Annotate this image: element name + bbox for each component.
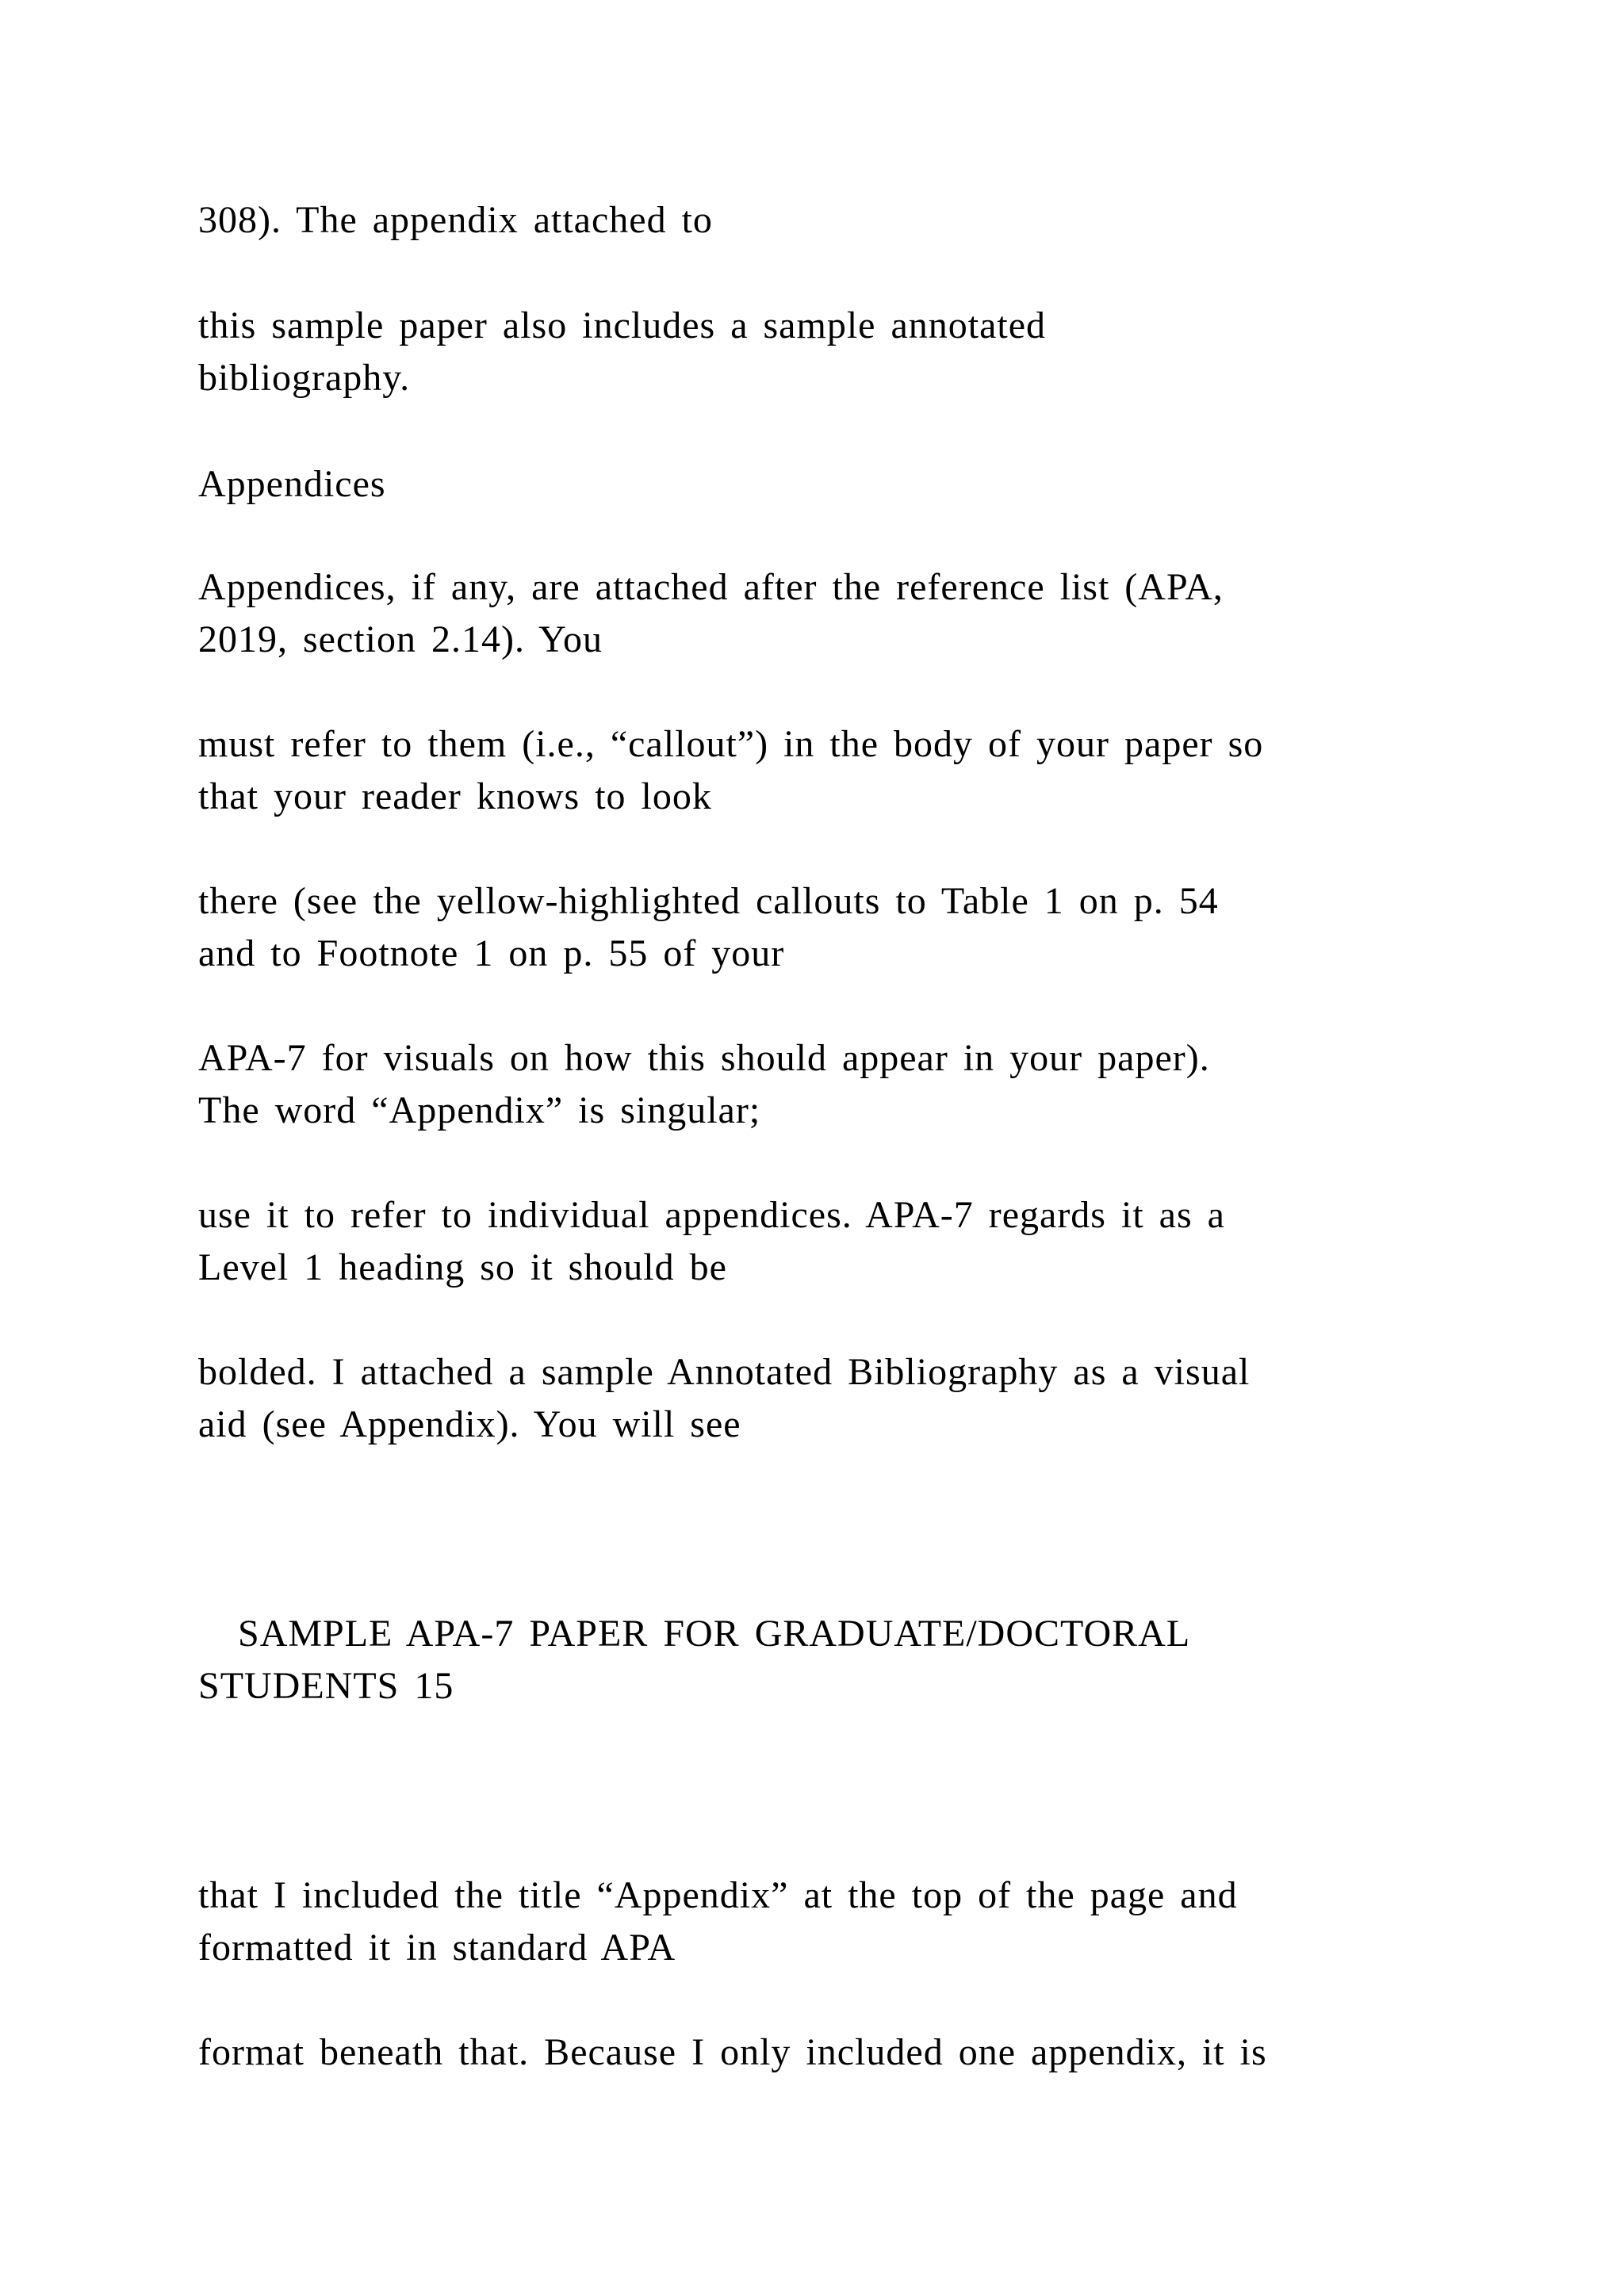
text-line: 308). The appendix attached to xyxy=(198,199,713,241)
text-line: there (see the yellow-highlighted callouts to Table 1 on p. 54 xyxy=(198,880,1219,922)
text-line: bolded. I attached a sample Annotated Bibliography as a visual xyxy=(198,1351,1251,1393)
text-line: format beneath that. Because I only included one appendix, it is xyxy=(198,2031,1267,2073)
text-line: APA-7 for visuals on how this should appear in your paper). xyxy=(198,1037,1210,1079)
text-line: formatted it in standard APA xyxy=(198,1927,676,1969)
text-line: must refer to them (i.e., “callout”) in the body of your paper so xyxy=(198,723,1264,765)
text-line: Level 1 heading so it should be xyxy=(198,1246,727,1288)
running-head-continued: STUDENTS 15 xyxy=(198,1665,454,1707)
text-line: 2019, section 2.14). You xyxy=(198,618,603,660)
text-line: The word “Appendix” is singular; xyxy=(198,1089,761,1131)
text-line: that I included the title “Appendix” at the top of the page and xyxy=(198,1874,1238,1916)
text-line: that your reader knows to look xyxy=(198,775,712,817)
running-head: SAMPLE APA-7 PAPER FOR GRADUATE/DOCTORAL xyxy=(238,1613,1191,1655)
text-line: aid (see Appendix). You will see xyxy=(198,1403,741,1445)
section-heading: Appendices xyxy=(198,463,386,505)
text-line: use it to refer to individual appendices. APA-7 regards it as a xyxy=(198,1194,1225,1236)
text-line: this sample paper also includes a sample annotated xyxy=(198,304,1047,346)
text-line: and to Footnote 1 on p. 55 of your xyxy=(198,932,785,974)
text-line: bibliography. xyxy=(198,357,411,399)
text-line: Appendices, if any, are attached after the reference list (APA, xyxy=(198,566,1224,608)
